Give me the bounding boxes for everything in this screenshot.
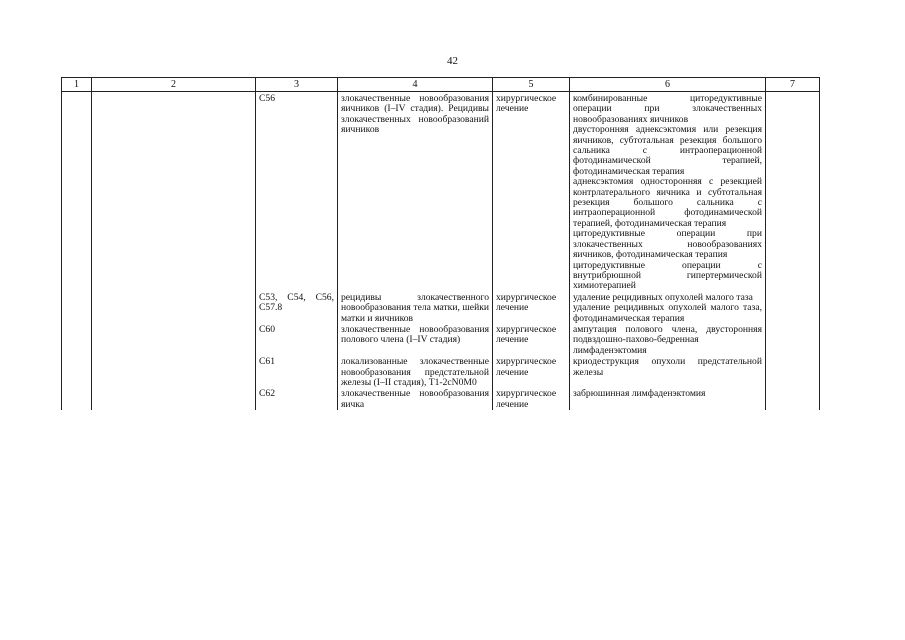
header-row xyxy=(62,78,820,92)
cell-treatment: хирургическое лечение xyxy=(493,324,570,356)
table-row xyxy=(62,356,820,388)
table-row xyxy=(62,388,820,410)
column-header-4: 4 xyxy=(338,78,493,92)
column-header-1: 1 xyxy=(62,78,92,92)
cell-treatment: хирургическое лечение xyxy=(493,292,570,324)
method-item: криодеструкция опухоли предстательной железы xyxy=(573,356,762,378)
cell-icd-code: C56 xyxy=(256,92,338,292)
cell-icd-code: C61 xyxy=(256,356,338,388)
table-row xyxy=(62,92,820,292)
cell-icd-code: C60 xyxy=(256,324,338,356)
cell-profile xyxy=(92,292,256,324)
method-item: комбинированные циторедуктивные операции при злокачественных новообразованиях яичников xyxy=(573,93,762,125)
cell-profile xyxy=(92,388,256,410)
method-item: удаление рецидивных опухолей малого таза xyxy=(573,291,753,303)
cell-diagnosis: злокачественные новообразования полового члена (I–IV стадия) xyxy=(338,324,493,356)
method-item: забрюшинная лимфаденэктомия xyxy=(573,388,706,400)
column-header-5: 5 xyxy=(493,78,570,92)
cell-diagnosis: локализованные злокачественные новообразования предстательной железы (I–II стадия), T1-2cN0M0 xyxy=(338,356,493,388)
cell-methods xyxy=(570,324,766,356)
cell-profile xyxy=(92,356,256,388)
cell-profile xyxy=(92,324,256,356)
table-row xyxy=(62,324,820,356)
method-item: аднексэктомия односторонняя с резекцией контрлатерального яичника и субтотальная резекция большого сальника с интраоперационной фотодинамической терапией, фотодинамическая терапия xyxy=(573,176,762,229)
medical-care-table xyxy=(61,77,820,410)
column-header-2: 2 xyxy=(92,78,256,92)
table-row xyxy=(62,292,820,324)
cell-number xyxy=(62,388,92,410)
cell-number xyxy=(62,92,92,292)
cell-cost xyxy=(766,388,820,410)
cell-profile xyxy=(92,92,256,292)
cell-treatment: хирургическое лечение xyxy=(493,356,570,388)
cell-icd-code: C62 xyxy=(256,388,338,410)
cell-diagnosis: злокачественные новообразования яичников (I–IV стадия). Рецидивы злокачественных новообразований яичников xyxy=(338,92,493,292)
method-item: двусторонняя аднексэктомия или резекция яичников, субтотальная резекция большого сальника с интраоперационной фотодинамической терапией, фотодинамическая терапия xyxy=(573,124,762,177)
cell-cost xyxy=(766,92,820,292)
column-header-6: 6 xyxy=(570,78,766,92)
cell-treatment: хирургическое лечение xyxy=(493,92,570,292)
cell-cost xyxy=(766,356,820,388)
column-header-3: 3 xyxy=(256,78,338,92)
method-item: удаление рецидивных опухолей малого таза, фотодинамическая терапия xyxy=(573,302,762,324)
method-item: циторедуктивные операции с внутрибрюшной гипертермической химиотерапией xyxy=(573,259,762,292)
cell-cost xyxy=(766,324,820,356)
column-header-7: 7 xyxy=(766,78,820,92)
cell-methods xyxy=(570,92,766,292)
cell-methods xyxy=(570,292,766,324)
cell-number xyxy=(62,356,92,388)
cell-methods xyxy=(570,388,766,410)
method-item: циторедуктивные операции при злокачественных новообразованиях яичников, фотодинамическая терапия xyxy=(573,228,762,261)
cell-cost xyxy=(766,292,820,324)
page-number: 42 xyxy=(447,55,458,67)
cell-diagnosis: рецидивы злокачественного новообразования тела матки, шейки матки и яичников xyxy=(338,292,493,324)
cell-methods xyxy=(570,356,766,388)
cell-icd-code: C53, C54, C56, C57.8 xyxy=(256,292,338,324)
cell-number xyxy=(62,324,92,356)
method-item: ампутация полового члена, двусторонняя подвздошно-пахово-бедренная лимфаденэктомия xyxy=(573,323,762,356)
cell-treatment: хирургическое лечение xyxy=(493,388,570,410)
cell-number xyxy=(62,292,92,324)
cell-diagnosis: злокачественные новообразования яичка xyxy=(338,388,493,410)
